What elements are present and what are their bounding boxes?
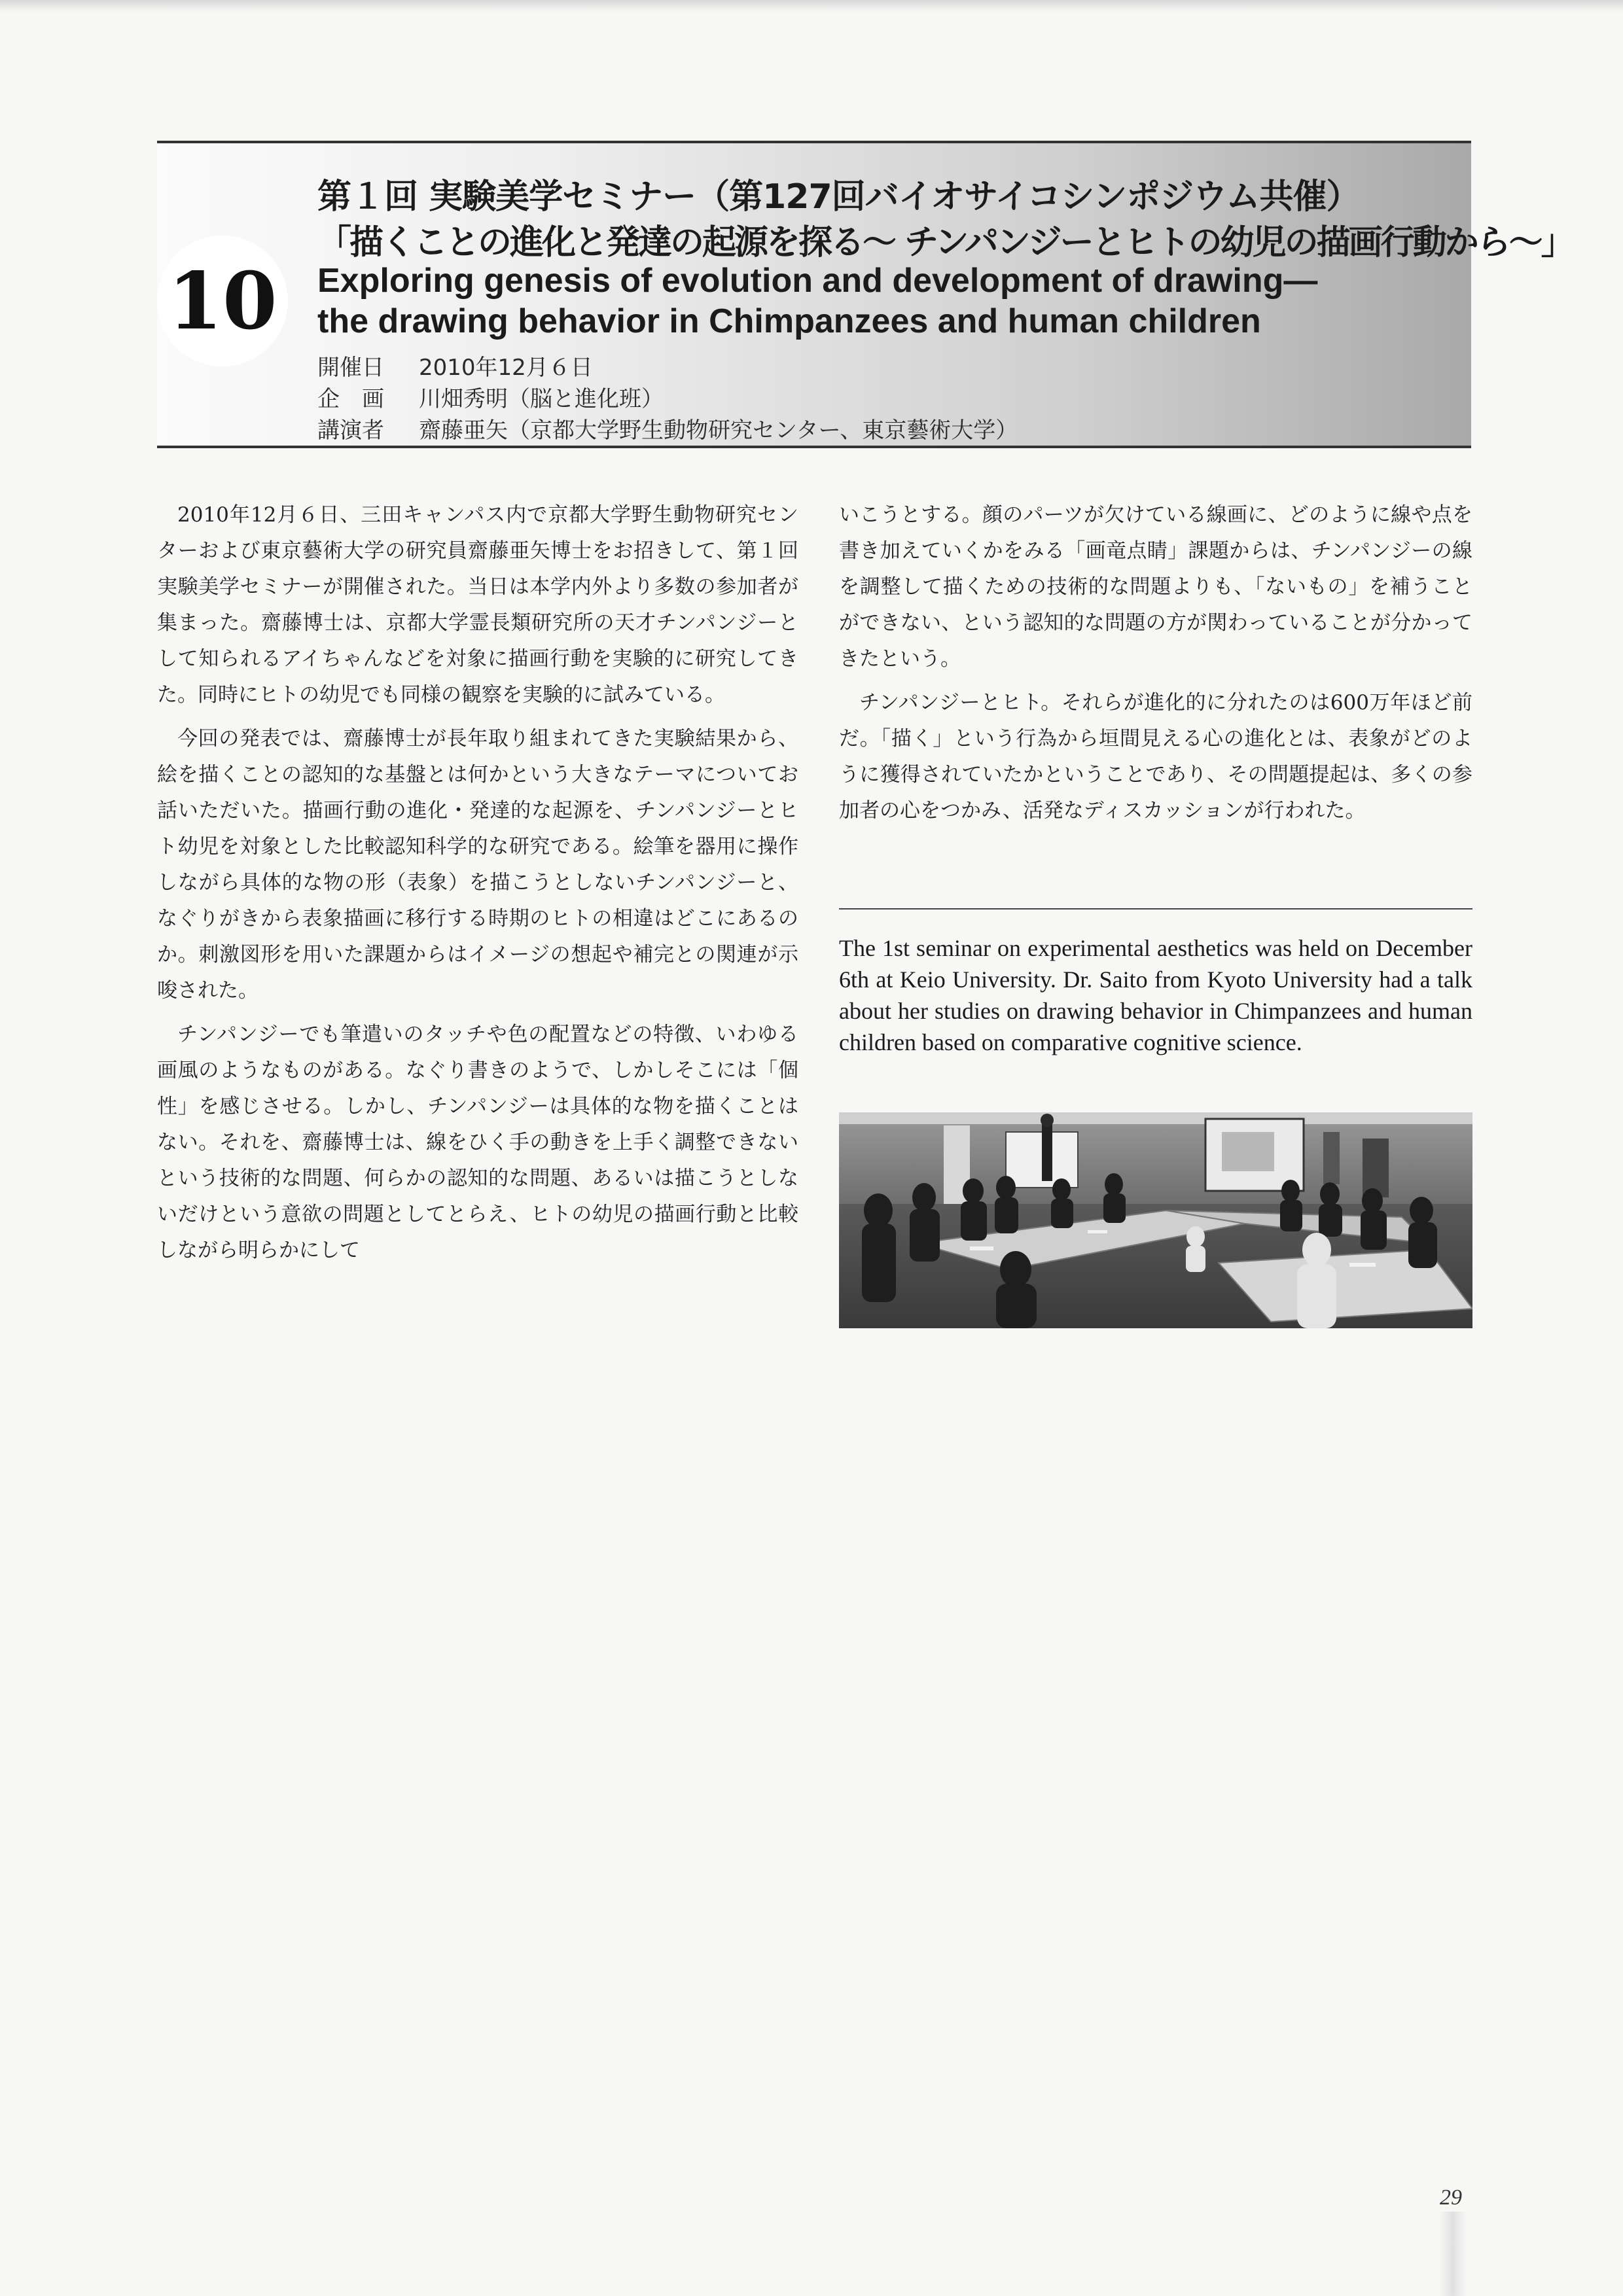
event-meta bbox=[317, 352, 1018, 446]
title-english-line-2: the drawing behavior in Chimpanzees and human children bbox=[317, 302, 1261, 340]
paragraph: 今回の発表では、齋藤博士が長年取り組まれてきた実験結果から、絵を描くことの認知的な基盤とは何かという大きなテーマについてお話いただいた。描画行動の進化・発達的な起源を、チンパンジーとヒト幼児を対象とした比較認知科学的な研究である。絵筆を器用に操作しながら具体的な物の形（表象）を描こうとしないチンパンジーと、なぐりがきから表象描画に移行する時期のヒトの相違はどこにあるのか。刺激図形を用いた課題からはイメージの想起や補完との関連が示唆された。 bbox=[157, 727, 798, 1002]
paragraph: いこうとする。顔のパーツが欠けている線画に、どのように線や点を書き加えていくかをみる「画竜点睛」課題からは、チンパンジーの線を調整して描くための技術的な問題よりも、「ないもの」を補うことができない、という認知的な問題の方が関わっていることが分かってきたという。 bbox=[839, 503, 1472, 671]
paragraph: チンパンジーでも筆遣いのタッチや色の配置などの特徴、いわゆる画風のようなものがある。なぐり書きのようで、しかしそこには「個性」を感じさせる。しかし、チンパンジーは具体的な物を描くことはない。それを、齋藤博士は、線をひく手の動きを上手く調整できないという技術的な問題、何らかの認知的な問題、あるいは描こうとしないだけという意欲の問題としてとらえ、ヒトの幼児の描画行動と比較しながら明らかにして bbox=[157, 1023, 798, 1262]
meta-speaker bbox=[317, 415, 1018, 446]
title-japanese-line-2: 「描くことの進化と発達の起源を探る～ チンパンジーとヒトの幼児の描画行動から～」 bbox=[317, 223, 1573, 262]
article-column-right bbox=[839, 497, 1472, 829]
meta-organizer bbox=[317, 383, 1018, 415]
meta-label: 講演者 bbox=[317, 417, 384, 444]
english-summary: The 1st seminar on experimental aesthetics was held on December 6th at Keio University. Dr. Saito from Kyoto University had a talk about her studies on drawing behavior in Chimpanzees and human children based on comparative cognitive science. bbox=[839, 935, 1472, 1055]
meta-label: 企 画 bbox=[317, 386, 384, 412]
title-english-line-1: Exploring genesis of evolution and development of drawing— bbox=[317, 262, 1318, 300]
page-number: 29 bbox=[1440, 2185, 1462, 2210]
meta-value: 齋藤亜矢（京都大学野生動物研究センター、東京藝術大学） bbox=[419, 417, 1018, 444]
seminar-photo-image bbox=[839, 1112, 1472, 1328]
meta-value: 2010年12月６日 bbox=[419, 355, 593, 381]
paragraph: チンパンジーとヒト。それらが進化的に分れたのは600万年ほど前だ。「描く」という行為から垣間見える心の進化とは、表象がどのように獲得されていたかということであり、その問題提起は、多くの参加者の心をつかみ、活発なディスカッションが行われた。 bbox=[839, 691, 1472, 822]
section-number-badge bbox=[157, 236, 288, 366]
paragraph: 2010年12月６日、三田キャンパス内で京都大学野生動物研究センターおよび東京藝術大学の研究員齋藤亜矢博士をお招きして、第１回実験美学セミナーが開催された。当日は本学内外より多数の参加者が集まった。齋藤博士は、京都大学霊長類研究所の天才チンパンジーとして知られるアイちゃんなどを対象に描画行動を実験的に研究してきた。同時にヒトの幼児でも同様の観察を実験的に試みている。 bbox=[157, 503, 798, 707]
meta-label: 開催日 bbox=[317, 355, 384, 381]
title-japanese-line-1: 第１回 実験美学セミナー（第127回バイオサイコシンポジウム共催） bbox=[317, 177, 1360, 217]
meta-date bbox=[317, 352, 1018, 383]
scan-edge-shadow bbox=[1440, 2212, 1466, 2296]
seminar-photo bbox=[839, 1112, 1472, 1328]
article-column-left bbox=[157, 497, 798, 1269]
section-number: 10 bbox=[168, 255, 277, 347]
section-divider bbox=[839, 908, 1472, 910]
title-english bbox=[317, 260, 1430, 342]
meta-value: 川畑秀明（脳と進化班） bbox=[419, 386, 664, 412]
scan-edge bbox=[0, 0, 1623, 12]
